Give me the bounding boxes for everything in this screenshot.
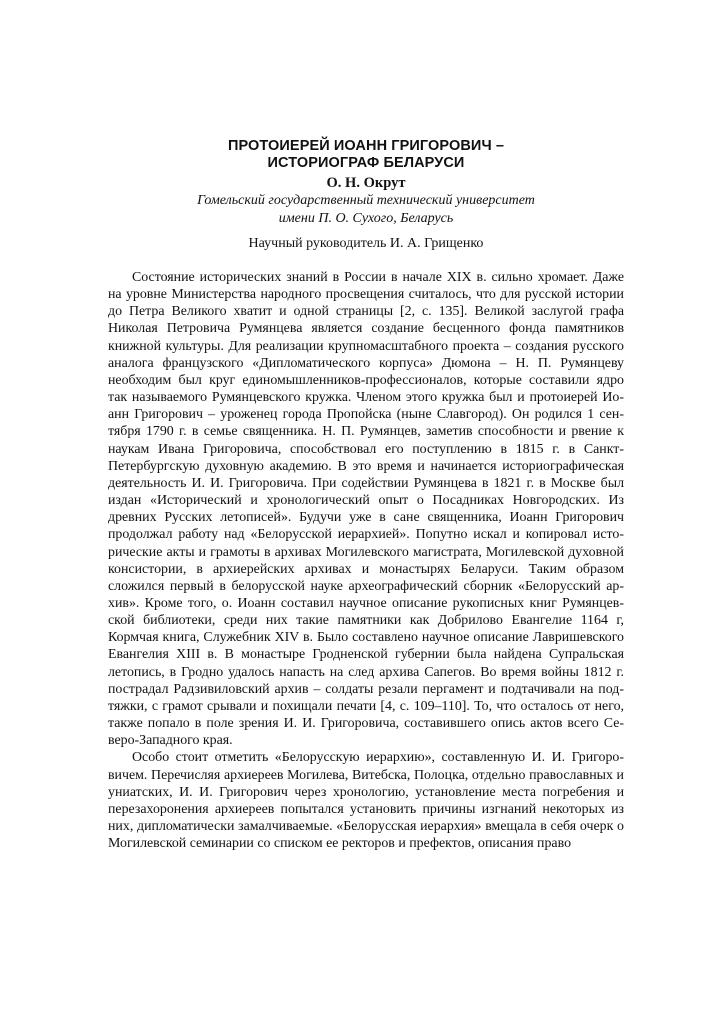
article-title	[108, 138, 624, 172]
affiliation	[108, 192, 624, 228]
article-body	[108, 269, 624, 852]
paragraph: Особо стоит отметить «Белорусскую иерархию», составленную И. И. Григоровичем. Перечисляя архиереев Могилева, Витебска, Полоцка, отдельно православных и униатских, И. И. Григорович через хронологию, установление места погребения и перезахоронения архиереев попытался установить причины изгнаний некоторых из них, дипломатически замалчиваемые. «Белорусская иерархия» вмещала в себя очерк о Могилевской семинарии со списком ее ректоров и префектов, описания право	[108, 750, 624, 852]
article-page	[108, 138, 624, 852]
title-line-1: ПРОТОИЕРЕЙ ИОАНН ГРИГОРОВИЧ –	[227, 138, 505, 154]
title-line-2: ИСТОРИОГРАФ БЕЛАРУСИ	[267, 155, 465, 171]
scientific-advisor: Научный руководитель И. А. Грищенко	[248, 236, 484, 251]
affiliation-line-1: Гомельский государственный технический университет	[197, 193, 535, 208]
author-name: О. Н. Окрут	[326, 175, 406, 191]
affiliation-line-2: имени П. О. Сухого, Беларусь	[278, 211, 454, 226]
paragraph: Состояние исторических знаний в России в начале XIX в. сильно хромает. Даже на уровне Министерства народного просвещения считалось, что для русской истории до Петра Великого хватит и одной страницы [2, с. 135]. Великой заслугой графа Николая Петровича Румянцева является создание бесценного фонда памятников книжной культуры. Для реализации крупномасштабного проекта – создания русского аналога французского «Дипломатического корпуса» Дюмона – Н. П. Румянцеву необходим был круг единомышленников-профессионалов, которые составили ядро так называемого Румянцевского кружка. Членом этого кружка был и протоиерей Иоанн Григорович – уроженец города Пропойска (ныне Славгород). Он родился 1 сентября 1790 г. в семье священника. Н. П. Румянцев, заметив способности и рвение к наукам Ивана Григоровича, способствовал его поступлению в 1815 г. в Санкт-Петербургскую духовную академию. В это время и начинается историографическая деятельность И. И. Григоровича. При содействии Румянцева в 1821 г. в Москве был издан «Исторический и хронологический опыт о Посадниках Новгородских. Из древних Русских летописей». Будучи уже в сане священника, Иоанн Григорович продолжал работу над «Белорусской иерархией». Попутно искал и копировал исторические акты и грамоты в архивах Могилевского магистрата, Могилевской духовной консистории, в архиерейских архивах и монастырях Беларуси. Таким образом сложился первый в белорусской науке археографический сборник «Белорусский архив». Кроме того, о. Иоанн составил научное описание рукописных книг Румянцевской библиотеки, среди них такие памятники как Добрилово Евангелие 1164 г, Кормчая книга, Служебник XIV в. Было составлено научное описание Лавришевского Евангелия XIII в. В монастыре Гродненской губернии была найдена Супральская летопись, в Гродно удалось напасть на след архива Сапегов. Во время войны 1812 г. пострадал Радзивиловский архив – солдаты резали пергамент и подтачивали на подтяжки, с грамот срывали и похищали печати [4, с. 109–110]. То, что осталось от него, также попало в поле зрения И. И. Григоровича, составившего опись актов всего Северо-Западного края.	[108, 270, 624, 749]
